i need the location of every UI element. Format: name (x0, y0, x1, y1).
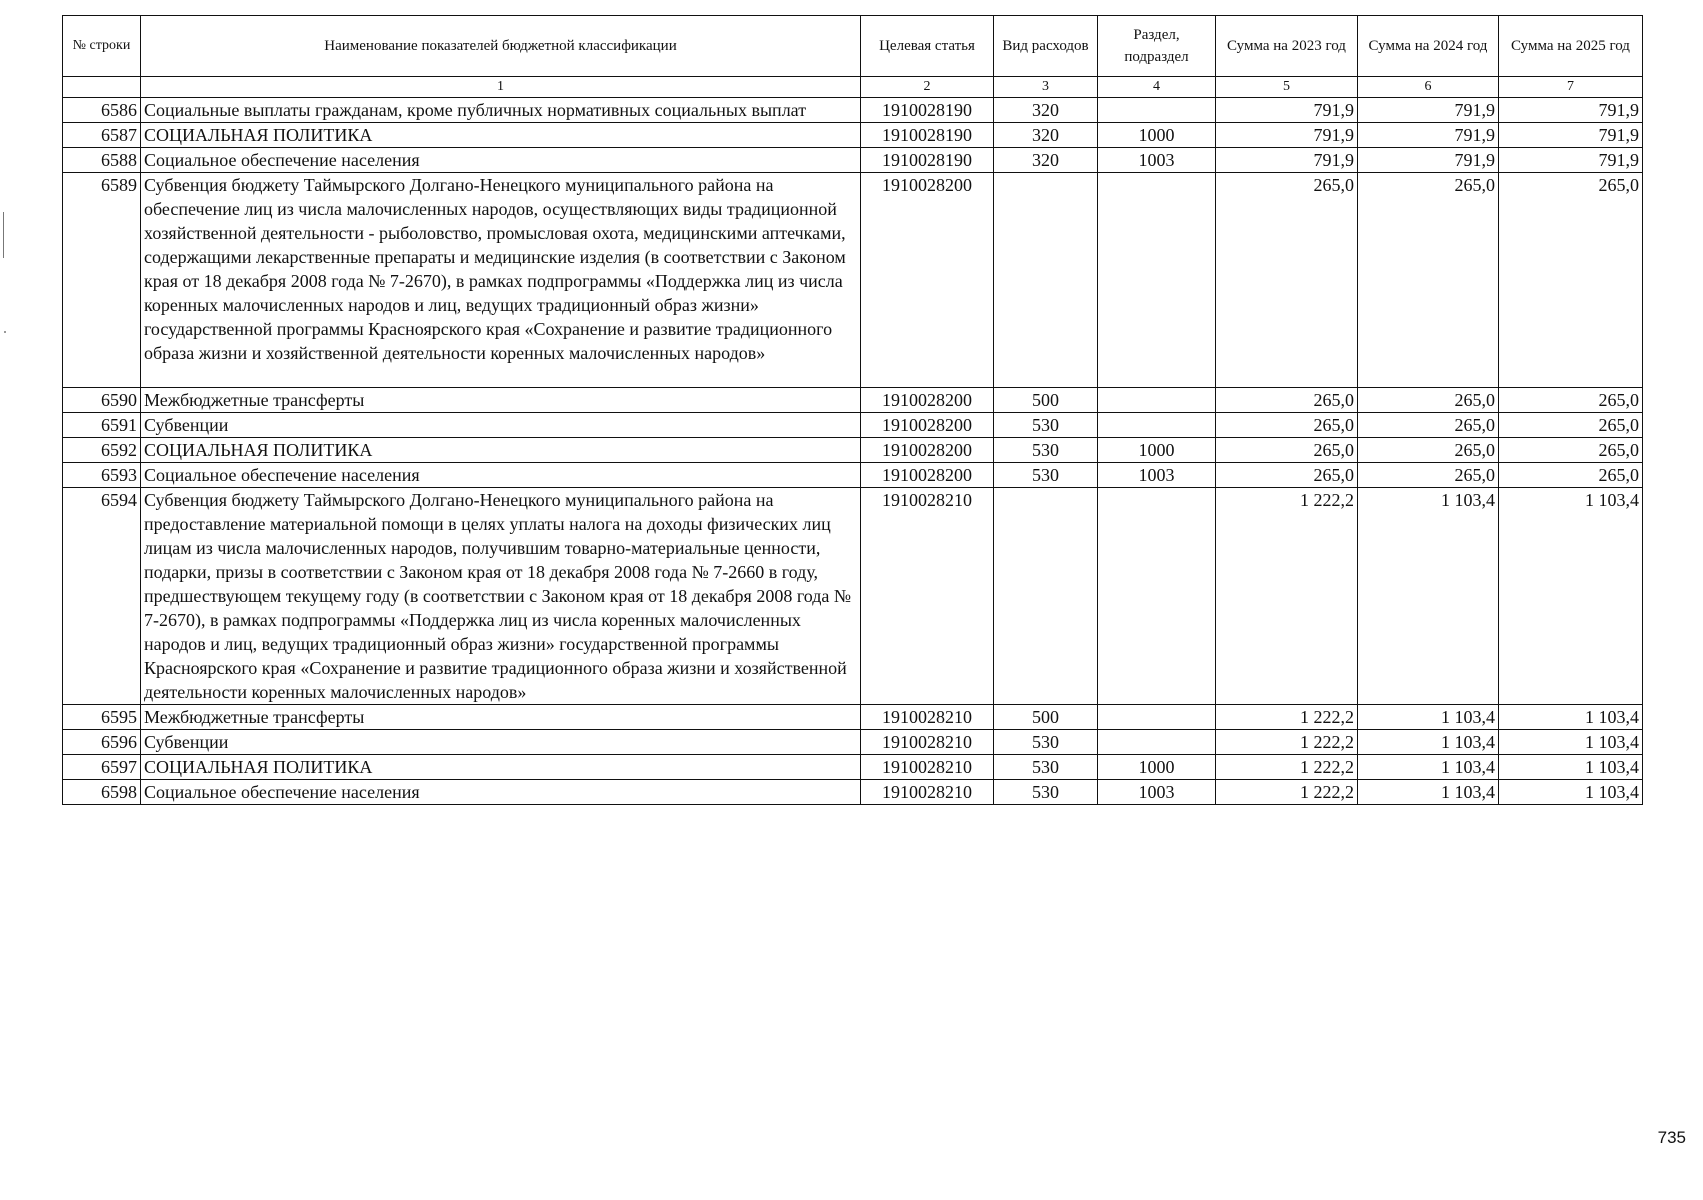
row-section: 1000 (1098, 755, 1216, 780)
row-sum-2023: 791,9 (1216, 123, 1358, 148)
row-expense-type (994, 173, 1098, 388)
row-section (1098, 388, 1216, 413)
row-name: Субвенция бюджету Таймырского Долгано-Ненецкого муниципального района на предоставление материальной помощи в целях уплаты налога на доходы физических лиц лицам из числа малочисленных народов, получившим товарно-материальные ценности, подарки, призы в соответствии с Законом края от 18 декабря 2008 года № 7-2660 в году, предшествующем текущему году (в соответствии с Законом края от 18 декабря 2008 года № 7-2670), в рамках подпрограммы «Поддержка лиц из числа коренных малочисленных народов и лиц, ведущих традиционный образ жизни» государственной программы Красноярского края «Сохранение и развитие традиционного образа жизни и хозяйственной деятельности коренных малочисленных народов» (141, 488, 861, 705)
table-row (63, 780, 1643, 805)
table-header-row (63, 16, 1643, 77)
table-row (63, 730, 1643, 755)
row-line-no: 6597 (63, 755, 141, 780)
row-name: Социальное обеспечение населения (141, 463, 861, 488)
row-sum-2023: 791,9 (1216, 98, 1358, 123)
table-row (63, 123, 1643, 148)
row-name: Социальные выплаты гражданам, кроме публичных нормативных социальных выплат (141, 98, 861, 123)
row-line-no: 6595 (63, 705, 141, 730)
row-sum-2025: 265,0 (1499, 413, 1643, 438)
row-section (1098, 488, 1216, 705)
row-line-no: 6589 (63, 173, 141, 388)
row-expense-type: 530 (994, 730, 1098, 755)
row-sum-2023: 1 222,2 (1216, 730, 1358, 755)
scan-margin-mark (3, 212, 4, 258)
row-target-article: 1910028190 (861, 148, 994, 173)
table-row (63, 488, 1643, 705)
row-sum-2024: 1 103,4 (1358, 488, 1499, 705)
row-sum-2023: 265,0 (1216, 173, 1358, 388)
row-target-article: 1910028210 (861, 780, 994, 805)
row-target-article: 1910028190 (861, 123, 994, 148)
row-expense-type: 530 (994, 780, 1098, 805)
row-expense-type: 530 (994, 413, 1098, 438)
row-name: Социальное обеспечение населения (141, 148, 861, 173)
row-line-no: 6593 (63, 463, 141, 488)
row-sum-2024: 1 103,4 (1358, 730, 1499, 755)
row-section (1098, 98, 1216, 123)
row-sum-2025: 265,0 (1499, 438, 1643, 463)
row-target-article: 1910028200 (861, 463, 994, 488)
row-sum-2023: 791,9 (1216, 148, 1358, 173)
row-sum-2023: 1 222,2 (1216, 488, 1358, 705)
row-expense-type: 320 (994, 123, 1098, 148)
row-name: Межбюджетные трансферты (141, 705, 861, 730)
header-section: Раздел, подраздел (1098, 16, 1216, 77)
header-target-article: Целевая статья (861, 16, 994, 77)
row-sum-2025: 265,0 (1499, 463, 1643, 488)
row-name: СОЦИАЛЬНАЯ ПОЛИТИКА (141, 438, 861, 463)
table-row (63, 463, 1643, 488)
row-name: СОЦИАЛЬНАЯ ПОЛИТИКА (141, 123, 861, 148)
scan-margin-dot (4, 331, 6, 333)
row-section: 1003 (1098, 780, 1216, 805)
row-line-no: 6598 (63, 780, 141, 805)
row-line-no: 6590 (63, 388, 141, 413)
row-section (1098, 730, 1216, 755)
header-sum-2024: Сумма на 2024 год (1358, 16, 1499, 77)
row-sum-2025: 791,9 (1499, 98, 1643, 123)
row-name: Субвенции (141, 413, 861, 438)
row-target-article: 1910028190 (861, 98, 994, 123)
row-sum-2023: 265,0 (1216, 388, 1358, 413)
row-sum-2024: 1 103,4 (1358, 780, 1499, 805)
row-expense-type: 530 (994, 438, 1098, 463)
row-line-no: 6588 (63, 148, 141, 173)
row-name: Субвенция бюджету Таймырского Долгано-Ненецкого муниципального района на обеспечение лиц из числа малочисленных народов, осуществляющих виды традиционной хозяйственной деятельности - рыболовство, промысловая охота, медицинскими аптечками, содержащими лекарственные препараты и медицинские изделия (в соответствии с Законом края от 18 декабря 2008 года № 7-2670), в рамках подпрограммы «Поддержка лиц из числа коренных малочисленных народов и лиц, ведущих традиционный образ жизни» государственной программы Красноярского края «Сохранение и развитие традиционного образа жизни и хозяйственной деятельности коренных малочисленных народов» (141, 173, 861, 388)
column-number: 4 (1098, 77, 1216, 98)
row-line-no: 6586 (63, 98, 141, 123)
row-section: 1003 (1098, 463, 1216, 488)
row-sum-2023: 1 222,2 (1216, 780, 1358, 805)
row-section (1098, 173, 1216, 388)
row-name: Социальное обеспечение населения (141, 780, 861, 805)
row-sum-2023: 265,0 (1216, 463, 1358, 488)
row-line-no: 6587 (63, 123, 141, 148)
row-section: 1000 (1098, 438, 1216, 463)
row-target-article: 1910028200 (861, 438, 994, 463)
row-sum-2025: 1 103,4 (1499, 705, 1643, 730)
row-sum-2024: 265,0 (1358, 173, 1499, 388)
row-line-no: 6596 (63, 730, 141, 755)
row-target-article: 1910028200 (861, 388, 994, 413)
page-number: 735 (1657, 1128, 1686, 1147)
row-sum-2025: 791,9 (1499, 123, 1643, 148)
row-section (1098, 705, 1216, 730)
row-expense-type: 500 (994, 388, 1098, 413)
column-number: 5 (1216, 77, 1358, 98)
row-expense-type (994, 488, 1098, 705)
row-sum-2025: 1 103,4 (1499, 780, 1643, 805)
column-number: 2 (861, 77, 994, 98)
header-line-no: № строки (63, 16, 141, 77)
table-row (63, 755, 1643, 780)
row-target-article: 1910028210 (861, 705, 994, 730)
row-sum-2024: 791,9 (1358, 98, 1499, 123)
table-row (63, 148, 1643, 173)
row-expense-type: 530 (994, 755, 1098, 780)
row-expense-type: 320 (994, 148, 1098, 173)
row-expense-type: 530 (994, 463, 1098, 488)
row-target-article: 1910028200 (861, 173, 994, 388)
row-sum-2024: 791,9 (1358, 148, 1499, 173)
column-number: 6 (1358, 77, 1499, 98)
column-number: 3 (994, 77, 1098, 98)
row-target-article: 1910028200 (861, 413, 994, 438)
column-number: 1 (141, 77, 861, 98)
row-sum-2025: 791,9 (1499, 148, 1643, 173)
row-sum-2025: 265,0 (1499, 388, 1643, 413)
budget-table (62, 15, 1643, 805)
table-row (63, 388, 1643, 413)
row-expense-type: 320 (994, 98, 1098, 123)
row-name: Межбюджетные трансферты (141, 388, 861, 413)
table-row (63, 173, 1643, 388)
header-sum-2023: Сумма на 2023 год (1216, 16, 1358, 77)
row-target-article: 1910028210 (861, 730, 994, 755)
row-section (1098, 413, 1216, 438)
row-name: Субвенции (141, 730, 861, 755)
row-sum-2025: 1 103,4 (1499, 755, 1643, 780)
row-name: СОЦИАЛЬНАЯ ПОЛИТИКА (141, 755, 861, 780)
row-sum-2024: 265,0 (1358, 388, 1499, 413)
table-row (63, 98, 1643, 123)
row-sum-2024: 791,9 (1358, 123, 1499, 148)
row-sum-2025: 1 103,4 (1499, 730, 1643, 755)
header-expense-type: Вид расходов (994, 16, 1098, 77)
row-sum-2023: 265,0 (1216, 413, 1358, 438)
row-target-article: 1910028210 (861, 488, 994, 705)
column-number: 7 (1499, 77, 1643, 98)
row-line-no: 6592 (63, 438, 141, 463)
row-sum-2025: 265,0 (1499, 173, 1643, 388)
row-target-article: 1910028210 (861, 755, 994, 780)
row-sum-2024: 1 103,4 (1358, 755, 1499, 780)
column-numbers-row (63, 77, 1643, 98)
row-line-no: 6591 (63, 413, 141, 438)
row-sum-2023: 1 222,2 (1216, 705, 1358, 730)
row-section: 1000 (1098, 123, 1216, 148)
header-sum-2025: Сумма на 2025 год (1499, 16, 1643, 77)
row-line-no: 6594 (63, 488, 141, 705)
row-sum-2023: 265,0 (1216, 438, 1358, 463)
column-number (63, 77, 141, 98)
row-sum-2025: 1 103,4 (1499, 488, 1643, 705)
table-row (63, 413, 1643, 438)
row-sum-2024: 265,0 (1358, 463, 1499, 488)
table-row (63, 705, 1643, 730)
table-row (63, 438, 1643, 463)
row-sum-2024: 1 103,4 (1358, 705, 1499, 730)
row-section: 1003 (1098, 148, 1216, 173)
header-name: Наименование показателей бюджетной классификации (141, 16, 861, 77)
row-sum-2023: 1 222,2 (1216, 755, 1358, 780)
row-sum-2024: 265,0 (1358, 438, 1499, 463)
row-sum-2024: 265,0 (1358, 413, 1499, 438)
row-expense-type: 500 (994, 705, 1098, 730)
